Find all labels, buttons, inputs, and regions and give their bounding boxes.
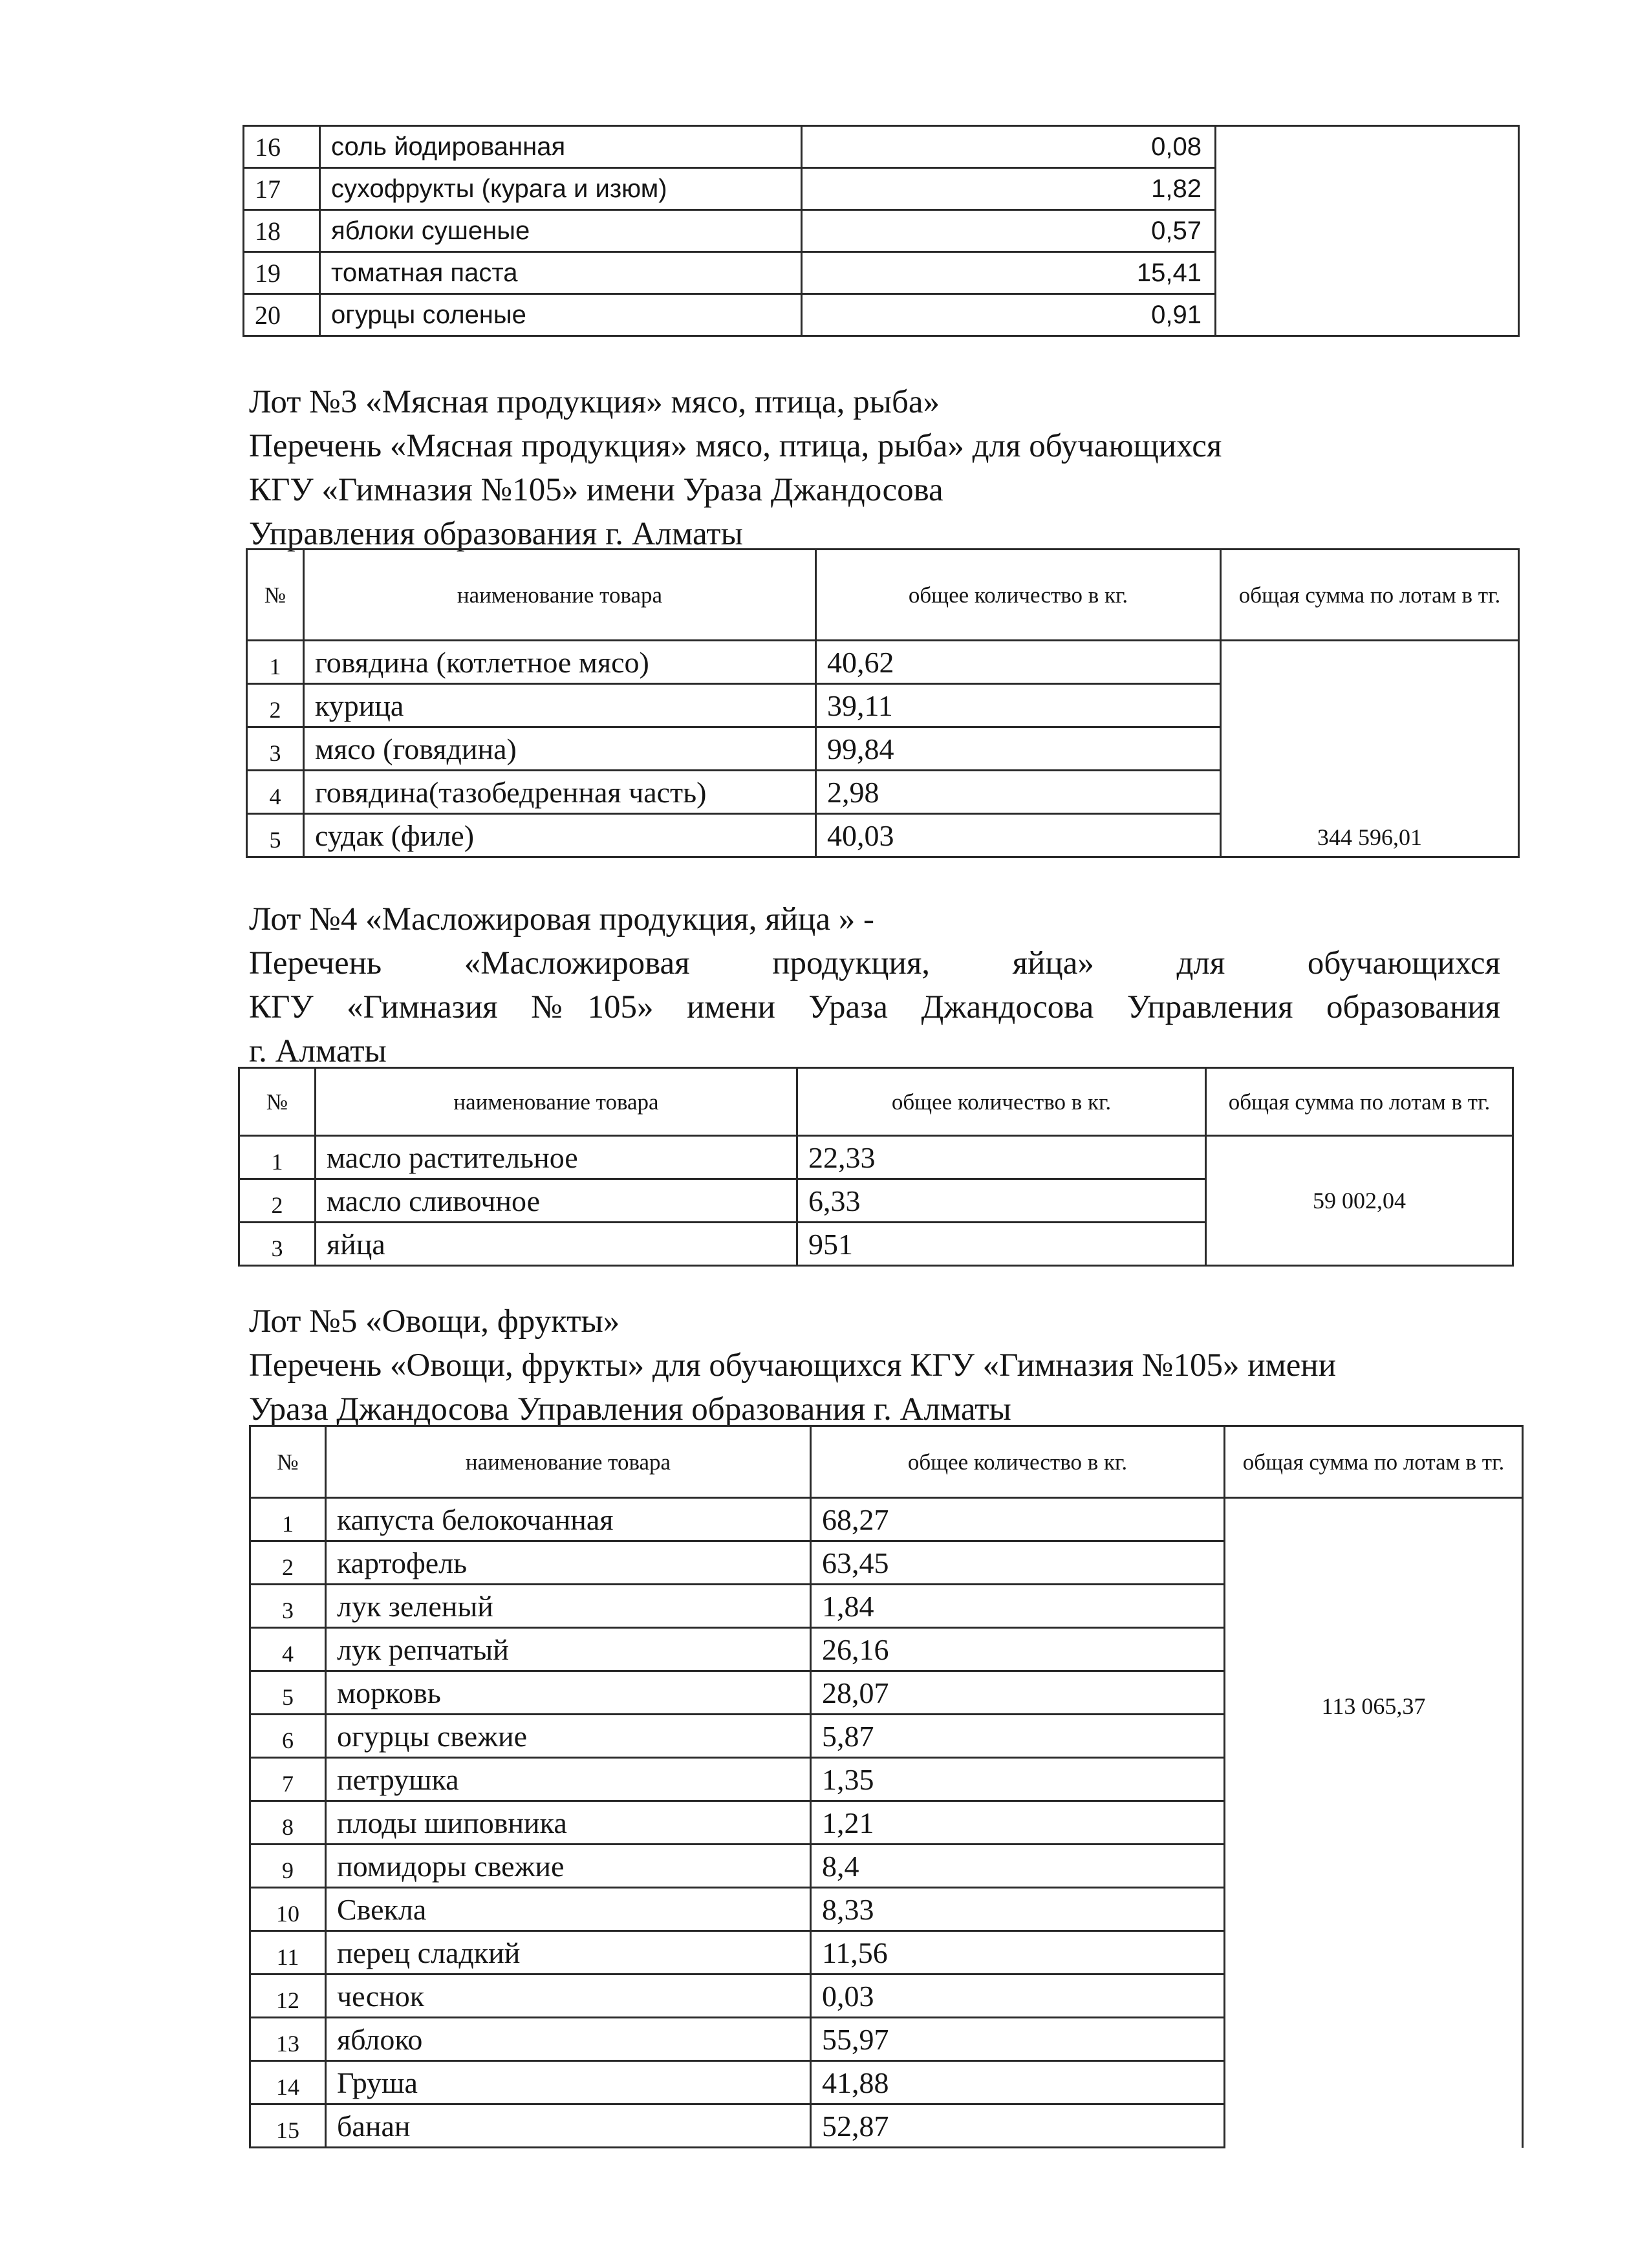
- lot5-heading: [249, 1300, 1510, 1431]
- item-name: мясо (говядина): [304, 727, 816, 771]
- row-number: 19: [244, 252, 320, 294]
- lot4-heading: [249, 897, 1500, 1073]
- item-quantity: 99,84: [816, 727, 1221, 771]
- item-name: чеснок: [326, 1974, 811, 2018]
- row-number: 14: [250, 2061, 326, 2104]
- item-quantity: 2,98: [816, 771, 1221, 814]
- item-quantity: 0,57: [802, 210, 1216, 252]
- row-number: 1: [239, 1136, 316, 1179]
- row-number: 1: [247, 641, 304, 684]
- item-name: перец сладкий: [326, 1931, 811, 1974]
- table-header-row: [247, 550, 1519, 641]
- item-name: масло сливочное: [316, 1179, 797, 1223]
- item-name: яблоко: [326, 2018, 811, 2061]
- lot3-total: 344 596,01: [1221, 641, 1519, 857]
- item-name: Груша: [326, 2061, 811, 2104]
- item-quantity: 40,03: [816, 814, 1221, 857]
- row-number: 3: [250, 1585, 326, 1628]
- header-name: наименование товара: [326, 1426, 811, 1498]
- item-quantity: 1,35: [811, 1758, 1225, 1801]
- item-name: помидоры свежие: [326, 1845, 811, 1888]
- row-number: 20: [244, 294, 320, 336]
- row-number: 5: [250, 1671, 326, 1715]
- row-number: 4: [250, 1628, 326, 1671]
- item-quantity: 52,87: [811, 2104, 1225, 2148]
- lot3-heading: [249, 380, 1510, 556]
- item-quantity: 951: [797, 1223, 1206, 1266]
- row-number: 8: [250, 1801, 326, 1845]
- row-number: 2: [250, 1541, 326, 1585]
- item-name: огурцы свежие: [326, 1715, 811, 1758]
- row-number: 13: [250, 2018, 326, 2061]
- lot4-subtitle: КГУ «Гимназия №105» имени Ураза Джандосова Управления образования: [249, 989, 1500, 1025]
- item-quantity: 8,33: [811, 1888, 1225, 1931]
- row-number: 3: [239, 1223, 316, 1266]
- item-name: яблоки сушеные: [320, 210, 802, 252]
- item-quantity: 15,41: [802, 252, 1216, 294]
- row-number: 6: [250, 1715, 326, 1758]
- table-row: [247, 641, 1519, 684]
- lot4-subtitle: Перечень «Масложировая продукция, яйца» для обучающихся: [249, 945, 1500, 981]
- header-name: наименование товара: [316, 1068, 797, 1136]
- item-name: лук репчатый: [326, 1628, 811, 1671]
- item-quantity: 63,45: [811, 1541, 1225, 1585]
- item-quantity: 40,62: [816, 641, 1221, 684]
- item-quantity: 6,33: [797, 1179, 1206, 1223]
- header-quantity: общее количество в кг.: [811, 1426, 1225, 1498]
- lot3-subtitle: Управления образования г. Алматы: [249, 516, 743, 552]
- row-number: 4: [247, 771, 304, 814]
- row-number: 1: [250, 1498, 326, 1541]
- item-name: петрушка: [326, 1758, 811, 1801]
- header-number: №: [247, 550, 304, 641]
- row-number: 12: [250, 1974, 326, 2018]
- table-header-row: [250, 1426, 1523, 1498]
- item-name: курица: [304, 684, 816, 727]
- item-name: картофель: [326, 1541, 811, 1585]
- item-name: огурцы соленые: [320, 294, 802, 336]
- lot5-title: Лот №5 «Овощи, фрукты»: [249, 1303, 620, 1340]
- row-number: 3: [247, 727, 304, 771]
- item-quantity: 55,97: [811, 2018, 1225, 2061]
- item-quantity: 68,27: [811, 1498, 1225, 1541]
- item-quantity: 28,07: [811, 1671, 1225, 1715]
- lot5-total: 113 065,37: [1225, 1498, 1523, 2148]
- item-name: морковь: [326, 1671, 811, 1715]
- row-number: 17: [244, 168, 320, 210]
- item-quantity: 0,91: [802, 294, 1216, 336]
- header-number: №: [250, 1426, 326, 1498]
- item-quantity: 26,16: [811, 1628, 1225, 1671]
- header-quantity: общее количество в кг.: [797, 1068, 1206, 1136]
- table-row: [250, 1498, 1523, 1541]
- item-name: лук зеленый: [326, 1585, 811, 1628]
- item-quantity: 0,08: [802, 126, 1216, 168]
- item-name: соль йодированная: [320, 126, 802, 168]
- lot4-title: Лот №4 «Масложировая продукция, яйца » -: [249, 901, 874, 937]
- lot3-title: Лот №3 «Мясная продукция» мясо, птица, рыба»: [249, 384, 940, 420]
- row-number: 16: [244, 126, 320, 168]
- row-number: 18: [244, 210, 320, 252]
- header-quantity: общее количество в кг.: [816, 550, 1221, 641]
- lot5-subtitle: Перечень «Овощи, фрукты» для обучающихся КГУ «Гимназия №105» имени: [249, 1347, 1337, 1384]
- row-number: 2: [239, 1179, 316, 1223]
- row-number: 10: [250, 1888, 326, 1931]
- row-number: 11: [250, 1931, 326, 1974]
- table-row: [239, 1136, 1513, 1179]
- lot4-subtitle: г. Алматы: [249, 1033, 387, 1069]
- header-name: наименование товара: [304, 550, 816, 641]
- item-quantity: 39,11: [816, 684, 1221, 727]
- header-sum: общая сумма по лотам в тг.: [1221, 550, 1519, 641]
- item-name: говядина (котлетное мясо): [304, 641, 816, 684]
- item-name: капуста белокочанная: [326, 1498, 811, 1541]
- lot4-table: [238, 1067, 1514, 1267]
- item-quantity: 11,56: [811, 1931, 1225, 1974]
- header-number: №: [239, 1068, 316, 1136]
- item-name: масло растительное: [316, 1136, 797, 1179]
- row-number: 7: [250, 1758, 326, 1801]
- table-row: [244, 126, 1519, 168]
- item-quantity: 1,84: [811, 1585, 1225, 1628]
- lot3-subtitle: КГУ «Гимназия №105» имени Ураза Джандосова: [249, 472, 943, 508]
- continuation-table: [242, 125, 1520, 337]
- header-sum: общая сумма по лотам в тг.: [1225, 1426, 1523, 1498]
- lot3-table: [246, 548, 1520, 858]
- item-quantity: 41,88: [811, 2061, 1225, 2104]
- table-header-row: [239, 1068, 1513, 1136]
- row-number: 5: [247, 814, 304, 857]
- item-name: говядина(тазобедренная часть): [304, 771, 816, 814]
- row-number: 2: [247, 684, 304, 727]
- item-name: банан: [326, 2104, 811, 2148]
- item-name: сухофрукты (курага и изюм): [320, 168, 802, 210]
- header-sum: общая сумма по лотам в тг.: [1206, 1068, 1513, 1136]
- lot5-subtitle: Ураза Джандосова Управления образования г. Алматы: [249, 1391, 1011, 1428]
- item-name: яйца: [316, 1223, 797, 1266]
- row-number: 15: [250, 2104, 326, 2148]
- item-quantity: 1,82: [802, 168, 1216, 210]
- lot4-total: 59 002,04: [1206, 1136, 1513, 1266]
- row-number: 9: [250, 1845, 326, 1888]
- item-name: плоды шиповника: [326, 1801, 811, 1845]
- item-quantity: 22,33: [797, 1136, 1206, 1179]
- sum-cell: [1216, 126, 1519, 336]
- lot5-table: [249, 1425, 1524, 2148]
- item-quantity: 0,03: [811, 1974, 1225, 2018]
- item-quantity: 5,87: [811, 1715, 1225, 1758]
- item-quantity: 1,21: [811, 1801, 1225, 1845]
- item-name: судак (филе): [304, 814, 816, 857]
- item-name: томатная паста: [320, 252, 802, 294]
- lot3-subtitle: Перечень «Мясная продукция» мясо, птица, рыба» для обучающихся: [249, 428, 1222, 464]
- item-name: Свекла: [326, 1888, 811, 1931]
- item-quantity: 8,4: [811, 1845, 1225, 1888]
